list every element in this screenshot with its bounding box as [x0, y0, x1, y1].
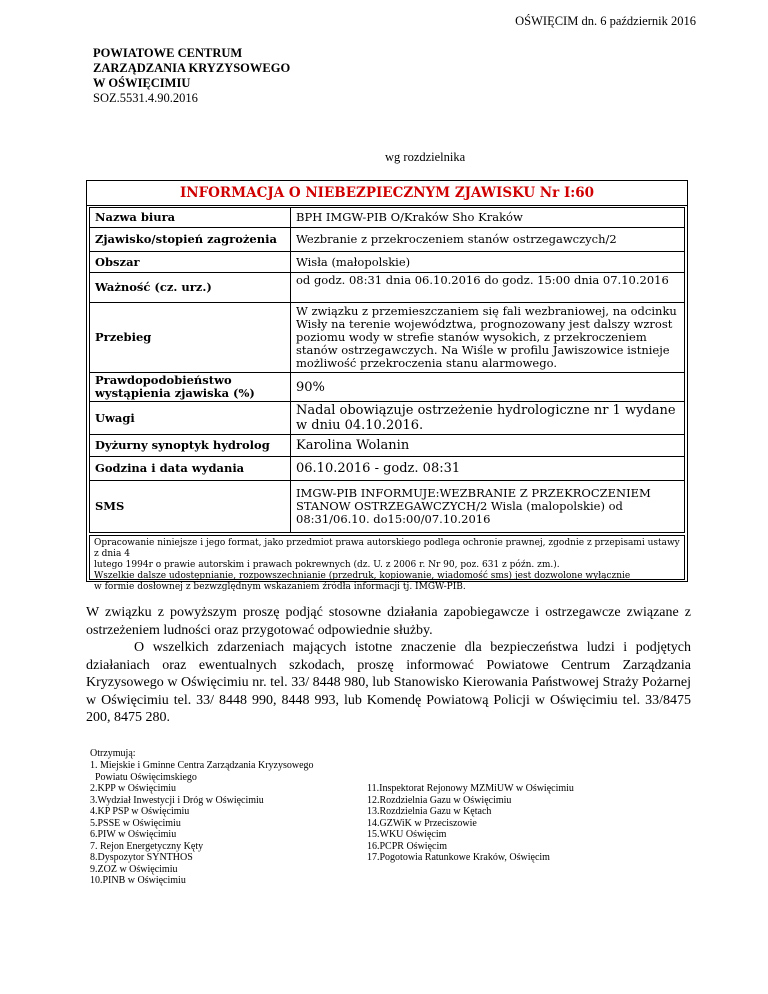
row-label: Dyżurny synoptyk hydrolog — [90, 435, 291, 457]
recipients-list-left — [90, 760, 314, 887]
row-label: SMS — [90, 481, 291, 533]
copyright-notice — [89, 535, 685, 592]
list-item: Powiatu Oświęcimskiego — [90, 771, 197, 783]
copyright-line: w formie dosłownej z bezwzględnym wskazaniem źródła informacji tj. IMGW-PIB. — [94, 582, 466, 592]
list-item: 9.ZOZ w Oświęcimiu — [90, 863, 178, 875]
list-item: 8.Dyspozytor SYNTHOS — [90, 852, 193, 863]
issuer-line: W OŚWIĘCIMIU — [93, 76, 191, 90]
list-item: 10.PINB w Oświęcimiu — [90, 875, 186, 886]
row-label: Uwagi — [90, 402, 291, 435]
row-value: BPH IMGW-PIB O/Kraków Sho Kraków — [291, 208, 685, 228]
list-item: 6.PIW w Oświęcimiu — [90, 829, 177, 840]
row-value: Karolina Wolanin — [291, 435, 685, 457]
list-item: 13.Rozdzielnia Gazu w Kętach — [367, 806, 492, 817]
table-row — [90, 208, 685, 228]
row-value: IMGW-PIB INFORMUJE:WEZBRANIE Z PRZEKROCZENIEM STANOW OSTRZEGAWCZYCH/2 Wisla (malopolskie) od 08:31/06.10. do15:00/07.10.2016 — [291, 481, 685, 533]
table-row — [90, 273, 685, 303]
hazard-info-box — [86, 180, 688, 592]
table-row — [90, 373, 685, 402]
row-label: Zjawisko/stopień zagrożenia — [90, 228, 291, 252]
table-row — [90, 228, 685, 252]
recipients-label: Otrzymują: — [90, 748, 136, 759]
row-label: Obszar — [90, 252, 291, 273]
table-row — [90, 402, 685, 435]
date-line: OŚWIĘCIM dn. 6 październik 2016 — [515, 14, 696, 28]
list-item: 17.Pogotowia Ratunkowe Kraków, Oświęcim — [367, 852, 550, 863]
row-value: W związku z przemieszczaniem się fali wezbraniowej, na odcinku Wisły na terenie województwa, prognozowany jest dalszy wzrost poziomu wody w strefie stanów wysokich, z przekroczeniem stanów ostrzegawczych. Na Wiśle w profilu Jawiszowice istnieje możliwość przekroczenia stanu alarmowego. — [291, 303, 685, 373]
row-label: Ważność (cz. urz.) — [90, 273, 291, 303]
row-value: Wezbranie z przekroczeniem stanów ostrzegawczych/2 — [291, 228, 685, 252]
list-item: 1. Miejskie i Gminne Centra Zarządzania Kryzysowego — [90, 760, 314, 771]
list-item: 2.KPP w Oświęcimiu — [90, 783, 177, 794]
body-paragraph: W związku z powyższym proszę podjąć stosowne działania zapobiegawcze i ostrzegawcze związane z ostrzeżeniem ludności oraz przygotować odpowiednie służby. — [86, 605, 691, 638]
info-title: INFORMACJA O NIEBEZPIECZNYM ZJAWISKU Nr I:60 — [87, 181, 687, 206]
row-label: Nazwa biura — [90, 208, 291, 228]
copyright-line: Opracowanie niniejsze i jego format, jako przedmiot prawa autorskiego podlega ochronie prawnej, zgodnie z przepisami ustawy z dnia 4 — [94, 538, 680, 559]
info-table — [89, 207, 685, 533]
copyright-line: Wszelkie dalsze udostępnianie, rozpowszechnianie (przedruk, kopiowanie, wiadomość sms) jest dozwolone wyłącznie — [94, 571, 631, 581]
table-row — [90, 457, 685, 481]
row-value: od godz. 08:31 dnia 06.10.2016 do godz. 15:00 dnia 07.10.2016 — [291, 273, 685, 303]
list-item: 7. Rejon Energetyczny Kęty — [90, 840, 204, 852]
distribution-note: wg rozdzielnika — [385, 150, 466, 164]
row-value: 06.10.2016 - godz. 08:31 — [291, 457, 685, 481]
body-paragraph: O wszelkich zdarzeniach mających istotne znaczenie dla bezpieczeństwa ludzi i podjętych działaniach oraz ewentualnych szkodach, proszę informować Powiatowe Centrum Zarządzania Kryzysowego w Oświęcimiu nr. tel. 33/ 8448 980, lub Stanowisko Kierowania Państwowej Straży Pożarnej w Oświęcimiu tel. 33/ 8448 990, 8448 993, lub Komendę Powiatową Policji w Oświęcimiu tel. 33/8475 200, 8475 280. — [86, 640, 691, 725]
list-item: 3.Wydział Inwestycji i Dróg w Oświęcimiu — [90, 794, 264, 806]
list-item: 5.PSSE w Oświęcimiu — [90, 817, 181, 829]
table-row — [90, 481, 685, 533]
list-item: 15.WKU Oświęcim — [367, 829, 447, 840]
row-value: 90% — [291, 373, 685, 402]
list-item: 12.Rozdzielnia Gazu w Oświęcimiu — [367, 794, 512, 806]
row-value: Wisła (małopolskie) — [291, 252, 685, 273]
row-value: Nadal obowiązuje ostrzeżenie hydrologiczne nr 1 wydane w dniu 04.10.2016. — [291, 402, 685, 435]
table-row — [90, 303, 685, 373]
row-label: Prawdopodobieństwo wystąpienia zjawiska (%) — [90, 373, 291, 402]
letter-body — [86, 604, 691, 727]
row-label: Godzina i data wydania — [90, 457, 291, 481]
copyright-line: lutego 1994r o prawie autorskim i prawach pokrewnych (dz. U. z 2006 r. Nr 90, poz. 631 z późn. zm.). — [94, 560, 560, 570]
issuer-line: ZARZĄDZANIA KRYZYSOWEGO — [93, 61, 291, 75]
list-item: 11.Inspektorat Rejonowy MZMiUW w Oświęcimiu — [367, 783, 574, 794]
issuer-line: POWIATOWE CENTRUM — [93, 46, 243, 60]
reference-number: SOZ.5531.4.90.2016 — [93, 91, 198, 105]
table-row — [90, 435, 685, 457]
list-item: 16.PCPR Oświęcim — [367, 840, 448, 852]
recipients-list-right — [367, 783, 574, 864]
row-label: Przebieg — [90, 303, 291, 373]
table-row — [90, 252, 685, 273]
issuer-block — [93, 46, 290, 106]
list-item: 14.GZWiK w Przeciszowie — [367, 817, 477, 829]
list-item: 4.KP PSP w Oświęcimiu — [90, 806, 190, 817]
